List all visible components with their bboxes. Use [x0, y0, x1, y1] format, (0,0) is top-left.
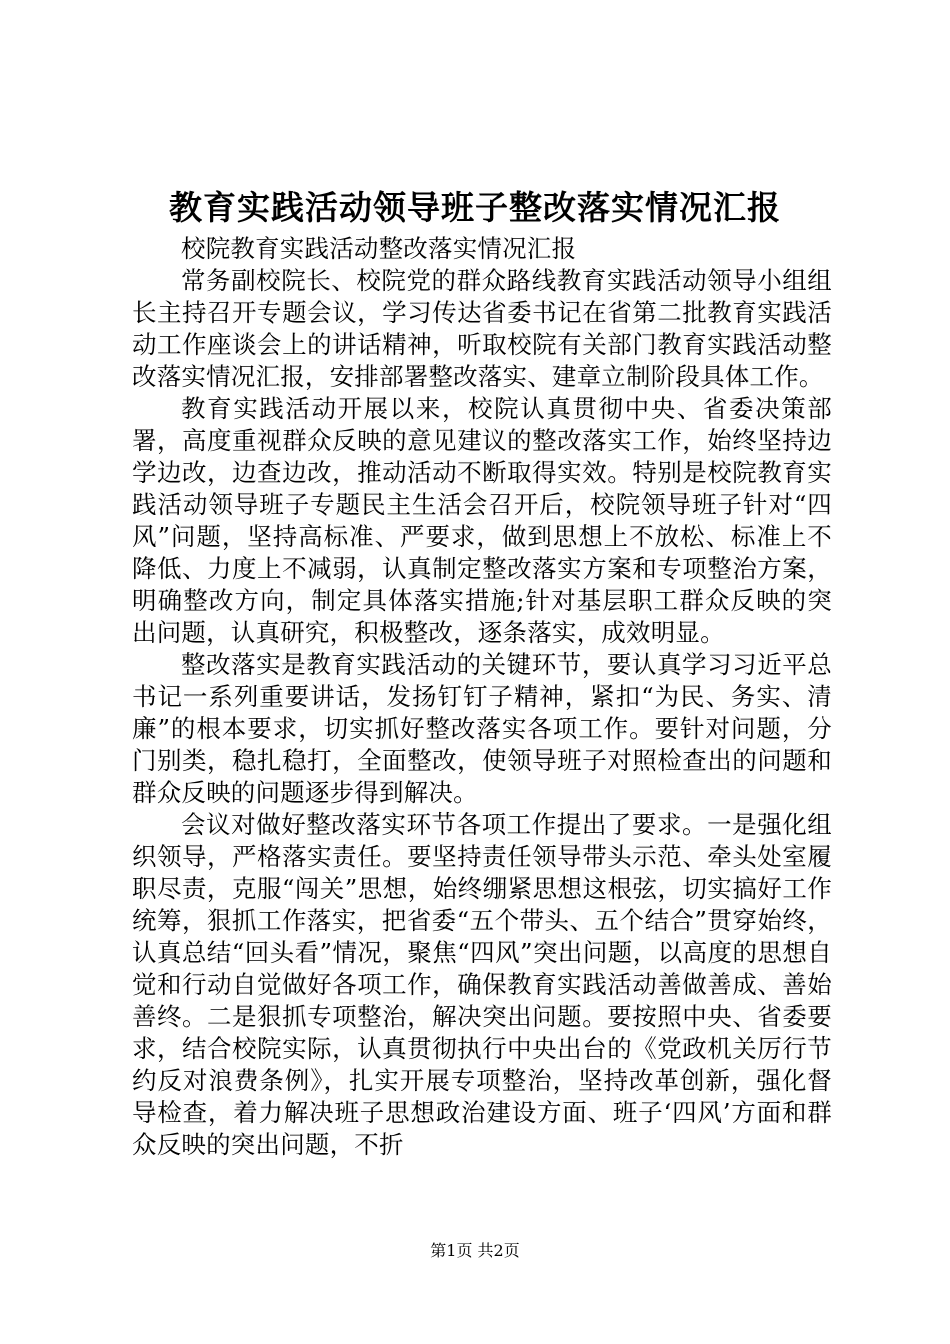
document-body — [132, 233, 832, 1161]
paragraph: 整改落实是教育实践活动的关键环节，要认真学习习近平总书记一系列重要讲话，发扬钉钉子精神，紧扣“为民、务实、清廉”的根本要求，切实抓好整改落实各项工作。要针对问题，分门别类，稳扎稳打，全面整改，使领导班子对照检查出的问题和群众反映的问题逐步得到解决。 — [132, 650, 832, 807]
paragraph: 会议对做好整改落实环节各项工作提出了要求。一是强化组织领导，严格落实责任。要坚持责任领导带头示范、牵头处室履职尽责，克服“闯关”思想，始终绷紧思想这根弦，切实搞好工作统筹，狠抓工作落实，把省委“五个带头、五个结合”贯穿始终，认真总结“回头看”情况，聚焦“四风”突出问题，以高度的思想自觉和行动自觉做好各项工作，确保教育实践活动善做善成、善始善终。二是狠抓专项整治，解决突出问题。要按照中央、省委要求，结合校院实际，认真贯彻执行中央出台的《党政机关厉行节约反对浪费条例》，扎实开展专项整治，坚持改革创新，强化督导检查，着力解决班子思想政治建设方面、班子‘四风’方面和群众反映的突出问题，不折 — [132, 810, 832, 1159]
document-title: 教育实践活动领导班子整改落实情况汇报 — [169, 188, 781, 227]
paragraph-subtitle: 校院教育实践活动整改落实情况汇报 — [181, 234, 577, 263]
paragraph: 常务副校院长、校院党的群众路线教育实践活动领导小组组长主持召开专题会议，学习传达省委书记在省第二批教育实践活动工作座谈会上的讲话精神，听取校院有关部门教育实践活动整改落实情况汇报，安排部署整改落实、建章立制阶段具体工作。 — [132, 266, 832, 391]
paragraph: 教育实践活动开展以来，校院认真贯彻中央、省委决策部署，高度重视群众反映的意见建议的整改落实工作，始终坚持边学边改，边查边改，推动活动不断取得实效。特别是校院教育实践活动领导班子专题民主生活会召开后，校院领导班子针对“四风”问题，坚持高标准、严要求，做到思想上不放松、标准上不降低、力度上不减弱，认真制定整改落实方案和专项整治方案，明确整改方向，制定具体落实措施;针对基层职工群众反映的突出问题，认真研究，积极整改，逐条落实，成效明显。 — [132, 394, 832, 647]
page-number-footer: 第1页 共2页 — [430, 1241, 520, 1260]
